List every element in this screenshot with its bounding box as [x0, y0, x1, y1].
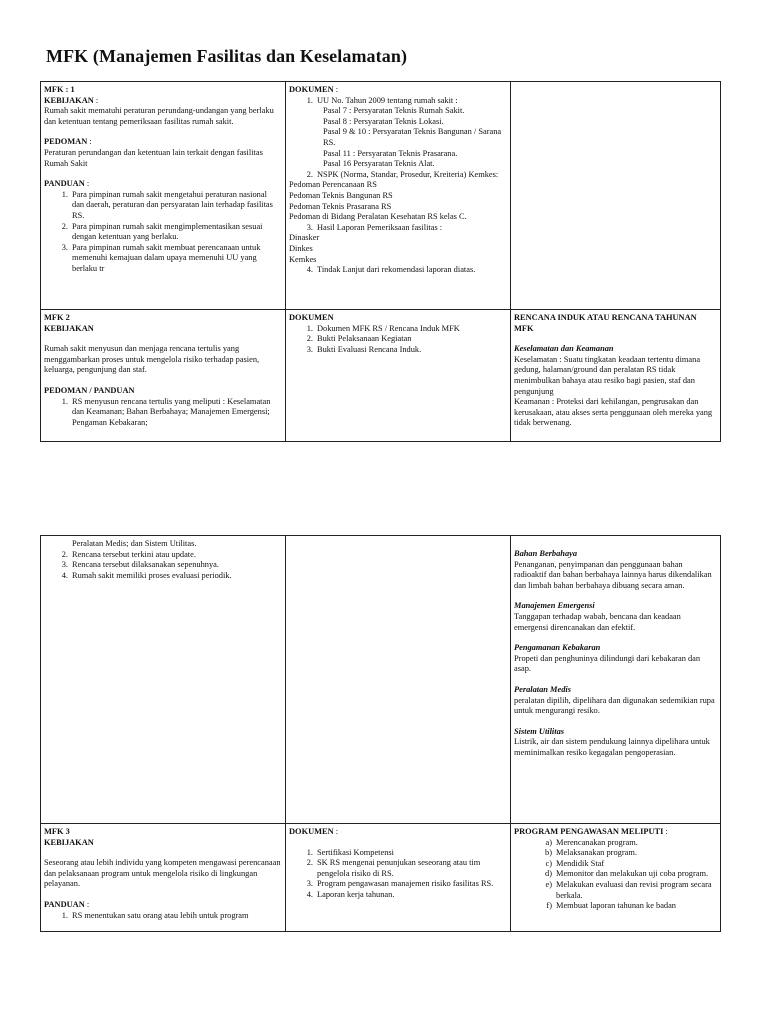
- list-item: 4. Laporan kerja tahunan.: [306, 889, 395, 899]
- section-title: Pengamanan Kebakaran: [514, 643, 601, 653]
- section-text: Keamanan : Proteksi dari kehilangan, pengrusakan dan kerusakaan, atau akses serta penggunaan oleh mereka yang tidak berwenang.: [514, 397, 713, 428]
- section-text: Keselamatan : Suatu tingkatan keadaan tertentu dimana gedung, halaman/ground dan peralatan RS tidak menimbulkan bahaya atau resiko bagi pasien, staf dan pengunjung: [514, 354, 701, 396]
- section-text: Listrik, air dan sistem pendukung lainnya dipelihara untuk meminimalkan resiko kegagalan pengoperasian.: [514, 737, 710, 757]
- text-kebijakan: Rumah sakit mematuhi peraturan perundang-undangan yang berlaku dan ketentuan tentang pemeriksaan fasilitas rumah sakit.: [44, 106, 274, 126]
- list-item: 2. SK RS mengenai penunjukan seseorang atau tim pengelola risiko di RS.: [306, 858, 481, 878]
- list-item: 2. Rencana tersebut terkini atau update.: [61, 549, 196, 559]
- list-item: d) Memonitor dan melakukan uji coba program.: [545, 869, 709, 879]
- heading-rencana-induk: RENCANA INDUK ATAU RENCANA TAHUNAN MFK: [514, 313, 697, 333]
- cell-program-pengawasan: PROGRAM PENGAWASAN MELIPUTI : a) Merencanakan program. b) Melaksanakan program. c) Mendidik Staf d) Memonitor dan melakukan uji coba program. e) Melakukan evaluasi dan revisi program secara berkala. f) Membuat laporan tahunan ke badan: [511, 824, 721, 932]
- cell-rencana-sections: [511, 536, 721, 824]
- list-item: 1. RS menyusun rencana tertulis yang meliputi : Keselamatan dan Keamanan; Bahan Berbahaya; Manajemen Emergensi; Pengaman Kebakaran;: [61, 396, 271, 427]
- section-text: Penanganan, penyimpanan dan penggunaan bahan radioaktif dan bahan berbahaya lainnya harus dikendalikan dan limbah bahan berbahaya dibuang secara aman.: [514, 559, 712, 590]
- section-title: Peralatan Medis: [514, 684, 571, 694]
- label-pedoman-panduan: PEDOMAN / PANDUAN: [44, 385, 135, 395]
- text-kebijakan: Seseorang atau lebih individu yang kompeten mengawasi perencanaan dan pelaksanaan program untuk mengelola risiko di lingkungan pelayanan.: [44, 858, 281, 889]
- list-item: 3. Para pimpinan rumah sakit membuat perencanaan untuk memenuhi kemajuan dalam upaya memenuhi UU yang berlaku tr: [61, 242, 261, 273]
- list-item: 2. Bukti Pelaksanaan Kegiatan: [306, 334, 412, 344]
- pasal-list: Pasal 7 : Persyaratan Teknis Rumah Sakit. Pasal 8 : Persyaratan Teknis Lokasi. Pasal 9 & 10 : Persyaratan Teknis Bangunan / Sarana RS. Pasal 11 : Persyaratan Teknis Prasarana. Pasal 16 Persyaratan Teknis Alat.: [323, 106, 502, 169]
- page-title: MFK (Manajemen Fasilitas dan Keselamatan): [46, 46, 408, 66]
- list-item: 2. Para pimpinan rumah sakit mengimplementasikan sesuai dengan ketentuan yang berlaku.: [61, 221, 263, 242]
- instansi-list: Dinasker Dinkes Kemkes: [289, 233, 320, 264]
- label-dokumen: DOKUMEN: [289, 827, 334, 836]
- section-title: Sistem Utilitas: [514, 726, 565, 736]
- list-item: 3. Program pengawasan manajemen risiko fasilitas RS.: [306, 879, 494, 889]
- cell-mfk1-dokumen: DOKUMEN : 1. UU No. Tahun 2009 tentang rumah sakit : Pasal 7 : Persyaratan Teknis Rumah Sakit. Pasal 8 : Persyaratan Teknis Lokasi. Pasal 9 & 10 : Persyaratan Teknis Bangunan / Sarana RS. Pasal 11 : Persyaratan Teknis Prasarana. Pasal 16 Persyaratan Teknis Alat. 2. NSPK (Norma, Standar, Prosedur, Kreiteria) Kemkes: Pedoman Perencanaan RS Pedoman Teknis Bangunan RS Pedoman Teknis Prasarana RS Pedoman di Bidang Peralatan Kesehatan RS kelas C. 3. Hasil Laporan Pemeriksaan fasilitas : Dinasker Dinkes Kemkes 4. Tindak Lanjut dari rekomendasi laporan diatas.: [286, 82, 511, 310]
- section-title: Keselamatan dan Keamanan: [514, 344, 614, 354]
- list-item: c) Mendidik Staf: [545, 858, 605, 868]
- table-row-mfk-2-cont: [41, 536, 721, 824]
- label-dokumen: DOKUMEN: [289, 85, 334, 94]
- list-item: 4. Rumah sakit memiliki proses evaluasi periodik.: [61, 570, 232, 580]
- list-item: 1. RS menentukan satu orang atau lebih untuk program: [61, 910, 249, 920]
- list-item: 1. Para pimpinan rumah sakit mengetahui peraturan nasional dan daerah, peraturan dan persyaratan lain terhadap fasilitas RS.: [61, 189, 273, 220]
- cell-mfk2-cont: Peralatan Medis; dan Sistem Utilitas. 2. Rencana tersebut terkini atau update. 3. Rencana tersebut dilaksanakan sepenuhnya. 4. Rumah sakit memiliki proses evaluasi periodik.: [41, 536, 286, 824]
- text-kebijakan: Rumah sakit menyusun dan menjaga rencana tertulis yang menggambarkan proses untuk mengelola risiko terhadap pasien, keluarga, pengunjung dan staf.: [44, 344, 260, 375]
- section-title: Bahan Berbahaya: [514, 549, 578, 558]
- list-item: 1. Sertifikasi Kompetensi: [306, 847, 394, 857]
- table-row-mfk-2: [41, 310, 721, 442]
- list-item: 3. Rencana tersebut dilaksanakan sepenuhnya.: [61, 560, 219, 570]
- list-item: 2. NSPK (Norma, Standar, Prosedur, Kreiteria) Kemkes:: [306, 169, 499, 179]
- cell-mfk3-dokumen: DOKUMEN : 1. Sertifikasi Kompetensi 2. SK RS mengenai penunjukan seseorang atau tim pengelola risiko di RS. 3. Program pengawasan manajemen risiko fasilitas RS. 4. Laporan kerja tahunan.: [286, 824, 511, 932]
- section-text: Propeti dan penghuninya dilindungi dari kebakaran dan asap.: [514, 653, 701, 674]
- table-mfk-1-2: [40, 81, 721, 442]
- label-kebijakan: KEBIJAKAN: [44, 95, 94, 105]
- table-row-mfk-3: [41, 824, 721, 932]
- list-item: f) Membuat laporan tahunan ke badan: [546, 901, 676, 911]
- cell-empty: [286, 536, 511, 824]
- cell-rencana-induk: [511, 310, 721, 442]
- table-row-mfk-1: [41, 82, 721, 310]
- cell-mfk2-dokumen: [286, 310, 511, 442]
- cell-mfk2-kebijakan: [41, 310, 286, 442]
- heading-mfk3: MFK 3: [44, 827, 70, 836]
- pedoman-list: Pedoman Perencanaan RS Pedoman Teknis Bangunan RS Pedoman Teknis Prasarana RS Pedoman di Bidang Peralatan Kesehatan RS kelas C.: [289, 180, 467, 222]
- cell-mfk3-kebijakan: MFK 3 KEBIJAKAN Seseorang atau lebih individu yang kompeten mengawasi perencanaan dan pelaksanaan program untuk mengelola risiko di lingkungan pelayanan. PANDUAN : 1. RS menentukan satu orang atau lebih untuk program: [41, 824, 286, 932]
- label-kebijakan: KEBIJAKAN: [44, 323, 94, 333]
- cell-mfk1-empty: [511, 82, 721, 310]
- list-item: 3. Hasil Laporan Pemeriksaan fasilitas :: [306, 222, 443, 232]
- list-item: e) Melakukan evaluasi dan revisi program secara berkala.: [545, 879, 712, 900]
- list-item: 1. UU No. Tahun 2009 tentang rumah sakit :: [306, 95, 458, 105]
- label-panduan: PANDUAN: [44, 899, 85, 909]
- cell-mfk1-kebijakan: MFK : 1 KEBIJAKAN : Rumah sakit mematuhi peraturan perundang-undangan yang berlaku dan ketentuan tentang pemeriksaan fasilitas rumah sakit. PEDOMAN : Peraturan perundangan dan ketentuan lain terkait dengan fasilitas Rumah Sakit PANDUAN : 1. Para pimpinan rumah sakit mengetahui peraturan nasional dan daerah, peraturan dan persyaratan lain terhadap fasilitas RS. 2. Para pimpinan rumah sakit mengimplementasikan sesuai dengan ketentuan yang berlaku. 3. Para pimpinan rumah sakit membuat perencanaan untuk memenuhi kemajuan dalam upaya memenuhi UU yang berlaku tr: [41, 82, 286, 310]
- list-item: 3. Bukti Evaluasi Rencana Induk.: [306, 344, 422, 354]
- section-text: Tanggapan terhadap wabah, bencana dan keadaan emergensi direncanakan dan efektif.: [514, 611, 681, 632]
- list-item: 1. Dokumen MFK RS / Rencana Induk MFK: [306, 323, 460, 333]
- section-title: Manajemen Emergensi: [514, 601, 595, 611]
- text-pedoman: Peraturan perundangan dan ketentuan lain terkait dengan fasilitas Rumah Sakit: [44, 147, 263, 168]
- heading-mfk2: MFK 2: [44, 313, 70, 322]
- label-pedoman: PEDOMAN: [44, 137, 88, 147]
- label-panduan: PANDUAN: [44, 179, 85, 189]
- heading-program: PROGRAM PENGAWASAN MELIPUTI: [514, 827, 664, 836]
- list-item: 4. Tindak Lanjut dari rekomendasi laporan diatas.: [306, 265, 476, 275]
- label-dokumen: DOKUMEN: [289, 313, 334, 322]
- list-item: a) Merencanakan program.: [545, 837, 638, 847]
- label-kebijakan: KEBIJAKAN: [44, 837, 94, 847]
- section-text: peralatan dipilih, dipelihara dan digunakan sedemikian rupa untuk mengurangi resiko.: [514, 695, 715, 716]
- heading-mfk1: MFK : 1: [44, 85, 75, 94]
- table-mfk-2-3: [40, 535, 721, 932]
- list-item: b) Melaksanakan program.: [545, 848, 637, 858]
